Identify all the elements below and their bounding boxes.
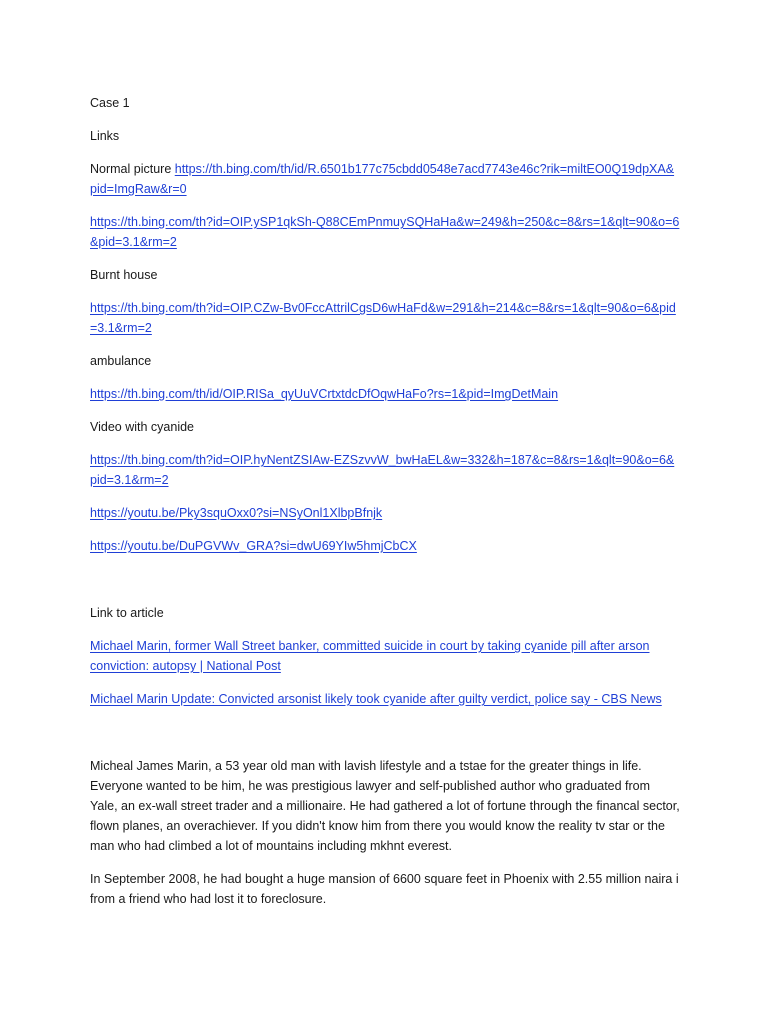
- video-link-2-paragraph: [90, 503, 680, 523]
- article-link-2[interactable]: Michael Marin Update: Convicted arsonist likely took cyanide after guilty verdict, police say - CBS News: [90, 692, 662, 706]
- video-link-1-paragraph: [90, 450, 680, 490]
- body-paragraph-2: In September 2008, he had bought a huge mansion of 6600 square feet in Phoenix with 2.55 million naira i from a friend who had lost it to foreclosure.: [90, 872, 679, 906]
- burnt-house-paragraph: [90, 298, 680, 338]
- burnt-house-link[interactable]: https://th.bing.com/th?id=OIP.CZw-Bv0FccAttrilCgsD6wHaFd&w=291&h=214&c=8&rs=1&qlt=90&o=6&pid=3.1&rm=2: [90, 301, 676, 335]
- video-link-2[interactable]: https://youtu.be/Pky3squOxx0?si=NSyOnl1XlbpBfnjk: [90, 506, 383, 520]
- normal-picture-paragraph: [90, 159, 680, 199]
- article-heading: Link to article: [90, 606, 164, 620]
- video-link-3-paragraph: [90, 536, 680, 556]
- case-title: Case 1: [90, 96, 130, 110]
- video-label: Video with cyanide: [90, 420, 195, 434]
- spacer: [90, 722, 680, 756]
- links-heading: Links: [90, 129, 120, 143]
- normal-picture-label: Normal picture: [90, 162, 175, 176]
- video-link-3[interactable]: https://youtu.be/DuPGVWv_GRA?si=dwU69YIw5hmjCbCX: [90, 539, 417, 553]
- link-2-paragraph: [90, 212, 680, 252]
- article-link-1-paragraph: [90, 636, 680, 676]
- burnt-house-label: Burnt house: [90, 268, 158, 282]
- ambulance-label: ambulance: [90, 354, 152, 368]
- image-link-2[interactable]: https://th.bing.com/th?id=OIP.ySP1qkSh-Q88CEmPnmuySQHaHa&w=249&h=250&c=8&rs=1&qlt=90&o=6&pid=3.1&rm=2: [90, 215, 680, 249]
- body-paragraph-1: Micheal James Marin, a 53 year old man with lavish lifestyle and a tstae for the greater things in life. Everyone wanted to be him, he was prestigious lawyer and self-published author who graduated from Yale, an ex-wall street trader and a millionaire. He had gathered a lot of fortune through the financal sector, flown planes, an overachiever. If you didn't know him from there you would know the reality tv star or the man who had climbed a lot of mountains including mkhnt everest.: [90, 759, 680, 853]
- document-page: [90, 93, 680, 922]
- ambulance-paragraph: [90, 384, 680, 404]
- ambulance-link[interactable]: https://th.bing.com/th/id/OIP.RISa_qyUuVCrtxtdcDfOqwHaFo?rs=1&pid=ImgDetMain: [90, 387, 559, 401]
- article-link-1[interactable]: Michael Marin, former Wall Street banker, committed suicide in court by taking cyanide pill after arson conviction: autopsy | National Post: [90, 639, 650, 673]
- article-link-2-paragraph: [90, 689, 680, 709]
- spacer: [90, 569, 680, 603]
- normal-picture-link[interactable]: https://th.bing.com/th/id/R.6501b177c75cbdd0548e7acd7743e46c?rik=miltEO0Q19dpXA&pid=ImgRaw&r=0: [90, 162, 675, 196]
- video-link-1[interactable]: https://th.bing.com/th?id=OIP.hyNentZSIAw-EZSzvvW_bwHaEL&w=332&h=187&c=8&rs=1&qlt=90&o=6&pid=3.1&rm=2: [90, 453, 675, 487]
